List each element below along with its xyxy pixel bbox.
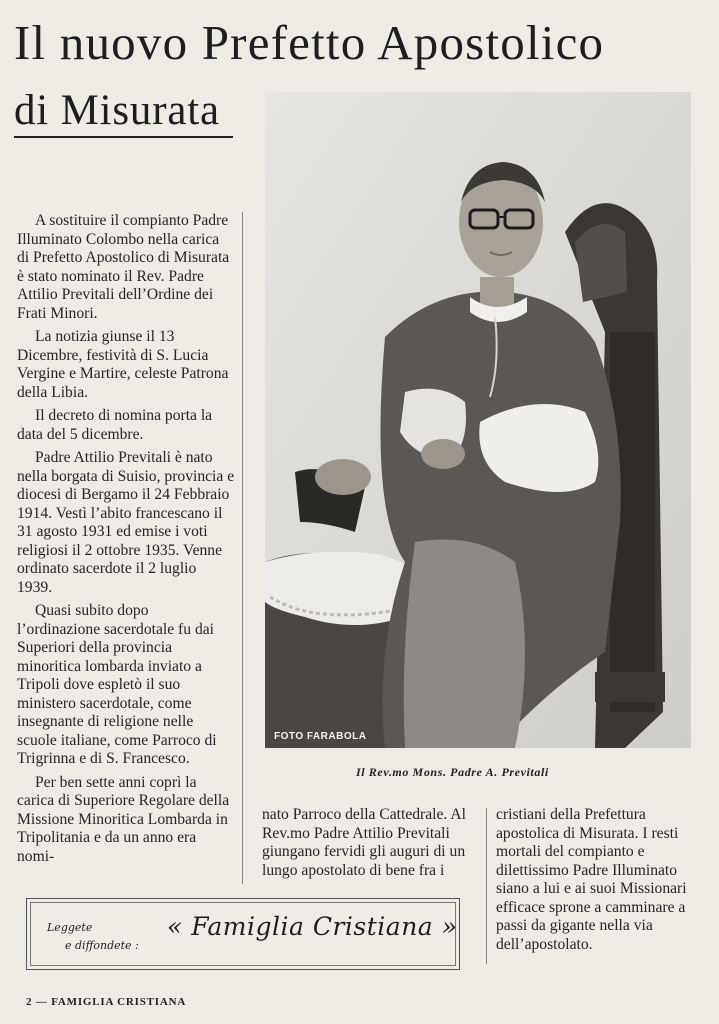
paragraph: La notizia giunse il 13 Dicembre, festività di S. Lucia Vergine e Martire, celeste Patrona della Libia. (17, 328, 229, 401)
column-divider (242, 212, 243, 884)
promo-slogan: « Famiglia Cristiana » (167, 912, 458, 941)
promo-text-diffondete: e diffondete : (65, 939, 139, 952)
paragraph: Per ben sette anni coprì la carica di Superiore Regolare della Missione Minoritica Lombarda in Tripolitania e da un anno era nomi- (17, 773, 230, 865)
page-footer: 2 — FAMIGLIA CRISTIANA (26, 996, 187, 1008)
photo-caption: Il Rev.mo Mons. Padre A. Previtali (356, 765, 549, 779)
article-column-3 (496, 806, 706, 959)
article-title: Il nuovo Prefetto Apostolico (14, 15, 605, 70)
photo-credit: FOTO FARABOLA (274, 731, 367, 742)
promo-box (26, 898, 460, 970)
portrait-photo (265, 92, 691, 748)
column-divider (486, 808, 487, 964)
article-title-line2: di Misurata (14, 87, 220, 134)
article-column-1 (17, 212, 235, 871)
article-column-2 (262, 806, 474, 885)
title-underline (14, 136, 233, 138)
paragraph: cristiani della Prefettura apostolica di Misurata. I resti mortali del compianto e dilettissimo Padre Illuminato siano a lui e ai suoi Missionari efficace sprone a camminare a passi da gigante nella via dell’apostolato. (496, 806, 687, 953)
portrait-illustration (265, 92, 691, 748)
paragraph: Il decreto di nomina porta la data del 5 dicembre. (17, 407, 213, 443)
paragraph: nato Parroco della Cattedrale. Al Rev.mo Padre Attilio Previtali giungano fervidi gli auguri di un lungo apostolato di bene fra i (262, 806, 466, 879)
paragraph: A sostituire il compianto Padre Illuminato Colombo nella carica di Prefetto Apostolico di Misurata è stato nominato il Rev. Padre Attilio Previtali dell’Ordine dei Frati Minori. (17, 212, 230, 322)
promo-text-leggete: Leggete (47, 921, 93, 934)
paragraph: Padre Attilio Previtali è nato nella borgata di Suisio, provincia e diocesi di Bergamo il 24 Febbraio 1914. Vestì l’abito francescano il 31 agosto 1931 ed emise i voti religiosi il 2 ottobre 1935. Venne ordinato sacerdote il 2 luglio 1939. (17, 449, 235, 596)
paragraph: Quasi subito dopo l’ordinazione sacerdotale fu dai Superiori della provincia minoritica lombarda inviato a Tripoli dove espletò il suo ministero sacerdotale, come insegnante di religione nelle scuole italiane, come Parroco di Trigrinna e di S. Francesco. (17, 602, 217, 767)
